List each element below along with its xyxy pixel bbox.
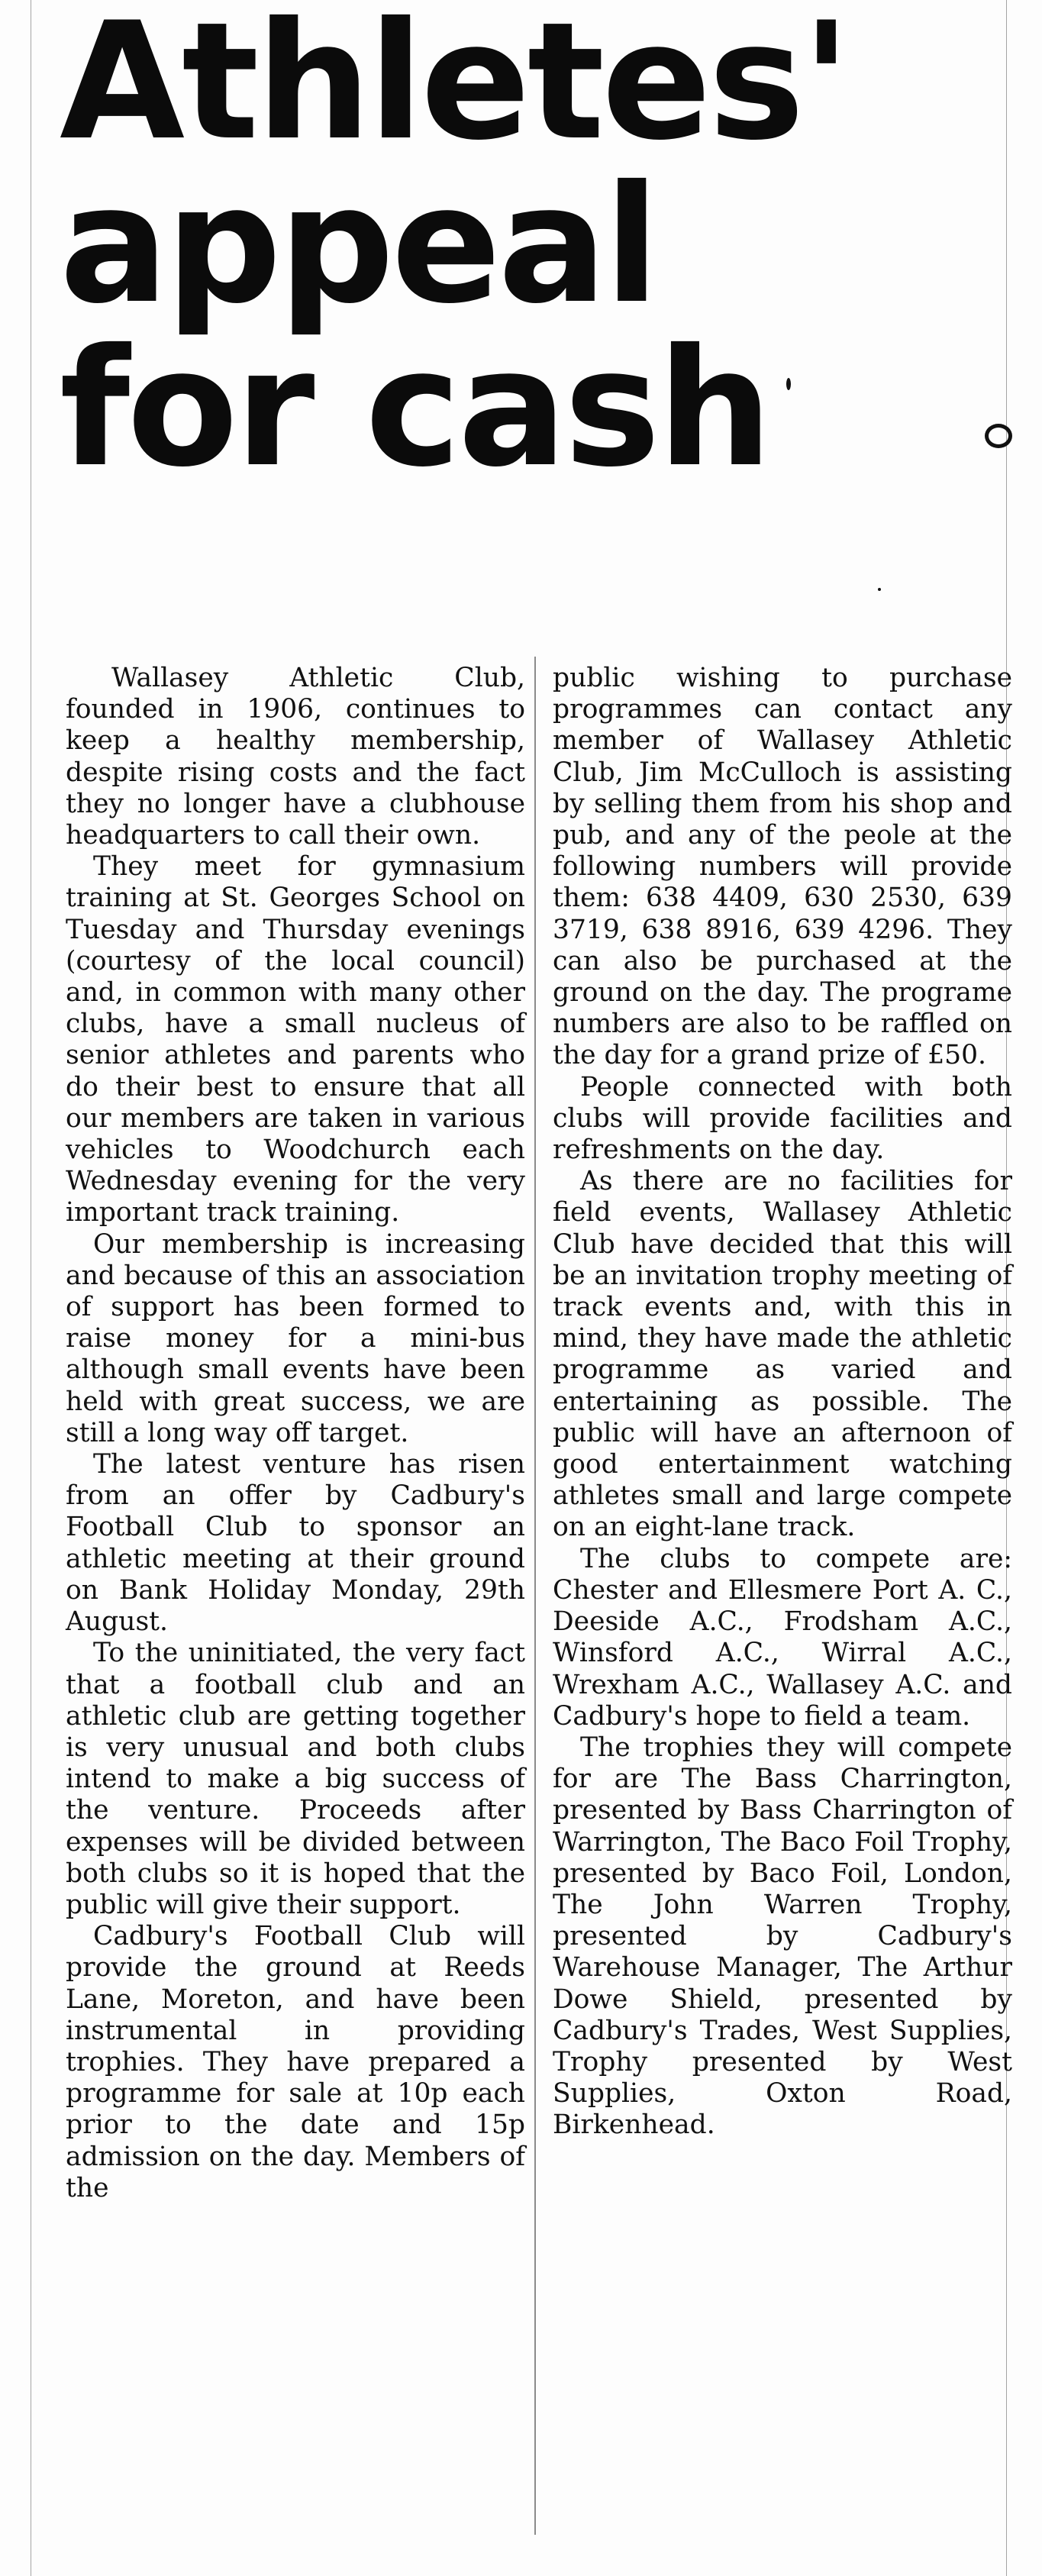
article-paragraph: Wallasey Athletic Club, founded in 1906, continues to keep a healthy membership, despite rising costs and the fact they no longer have a clubhouse headquarters to call their own. [66, 663, 525, 851]
article-paragraph: Cadbury's Football Club will provide the ground at Reeds Lane, Moreton, and have been instrumental in providing trophies. They have prepared a programme for sale at 10p each prior to the date and 15p admission on the day. Members of the [66, 1921, 525, 2203]
article-paragraph: public wishing to purchase programmes can contact any member of Wallasey Athletic Club, Jim McCulloch is assisting by selling them from his shop and pub, and any of the peole at the following numbers will provide them: 638 4409, 630 2530, 639 3719, 638 8916, 639 4296. They can also be purchased at the ground on the day. The programe numbers are also to be raffled on the day for a grand prize of £50. [553, 663, 1012, 1071]
headline-line: for cash [60, 314, 770, 502]
article-paragraph: As there are no facilities for field events, Wallasey Athletic Club have decided that this will be an invitation trophy meeting of track events and, with this in mind, they have made the athletic programme as varied and entertaining as possible. The public will have an afternoon of good entertainment watching athletes small and large compete on an eight-lane track. [553, 1166, 1012, 1543]
article-paragraph: They meet for gymnasium training at St. Georges School on Tuesday and Thursday evenings (courtesy of the local council) and, in common with many other clubs, have a small nucleus of senior athletes and parents who do their best to ensure that all our members are taken in various vehicles to Woodchurch each Wednesday evening for the very important track training. [66, 851, 525, 1228]
headline-line: appeal [60, 150, 657, 339]
ink-speck [985, 424, 1012, 448]
article-paragraph: The trophies they will compete for are The Bass Charrington, presented by Bass Charrington of Warrington, The Baco Foil Trophy, presented by Baco Foil, London, The John Warren Trophy, presented by Cadbury's Warehouse Manager, The Arthur Dowe Shield, presented by Cadbury's Trades, West Supplies, Trophy presented by West Supplies, Oxton Road, Birkenhead. [553, 1732, 1012, 2141]
headline [60, 0, 976, 502]
article-paragraph: The clubs to compete are: Chester and Ellesmere Port A. C., Deeside A.C., Frodsham A.C., Winsford A.C., Wirral A.C., Wrexham A.C., Wallasey A.C. and Cadbury's hope to field a team. [553, 1543, 1012, 1732]
article-paragraph: To the uninitiated, the very fact that a football club and an athletic club are getting together is very unusual and both clubs intend to make a big success of the venture. Proceeds after expenses will be divided between both clubs so it is hoped that the public will give their support. [66, 1638, 525, 1920]
headline-line: Athletes' [60, 0, 849, 176]
article-paragraph: The latest venture has risen from an offer by Cadbury's Football Club to sponsor an athletic meeting at their ground on Bank Holiday Monday, 29th August. [66, 1449, 525, 1638]
article-body [66, 663, 1012, 2526]
article-paragraph: People connected with both clubs will provide facilities and refreshments on the day. [553, 1071, 1012, 1166]
article-column-left [66, 663, 525, 2526]
ink-speck [878, 588, 881, 591]
article-paragraph: Our membership is increasing and because of this an association of support has been formed to raise money for a mini-bus although small events have been held with great success, we are still a long way off target. [66, 1228, 525, 1448]
article-column-right [553, 663, 1012, 2526]
